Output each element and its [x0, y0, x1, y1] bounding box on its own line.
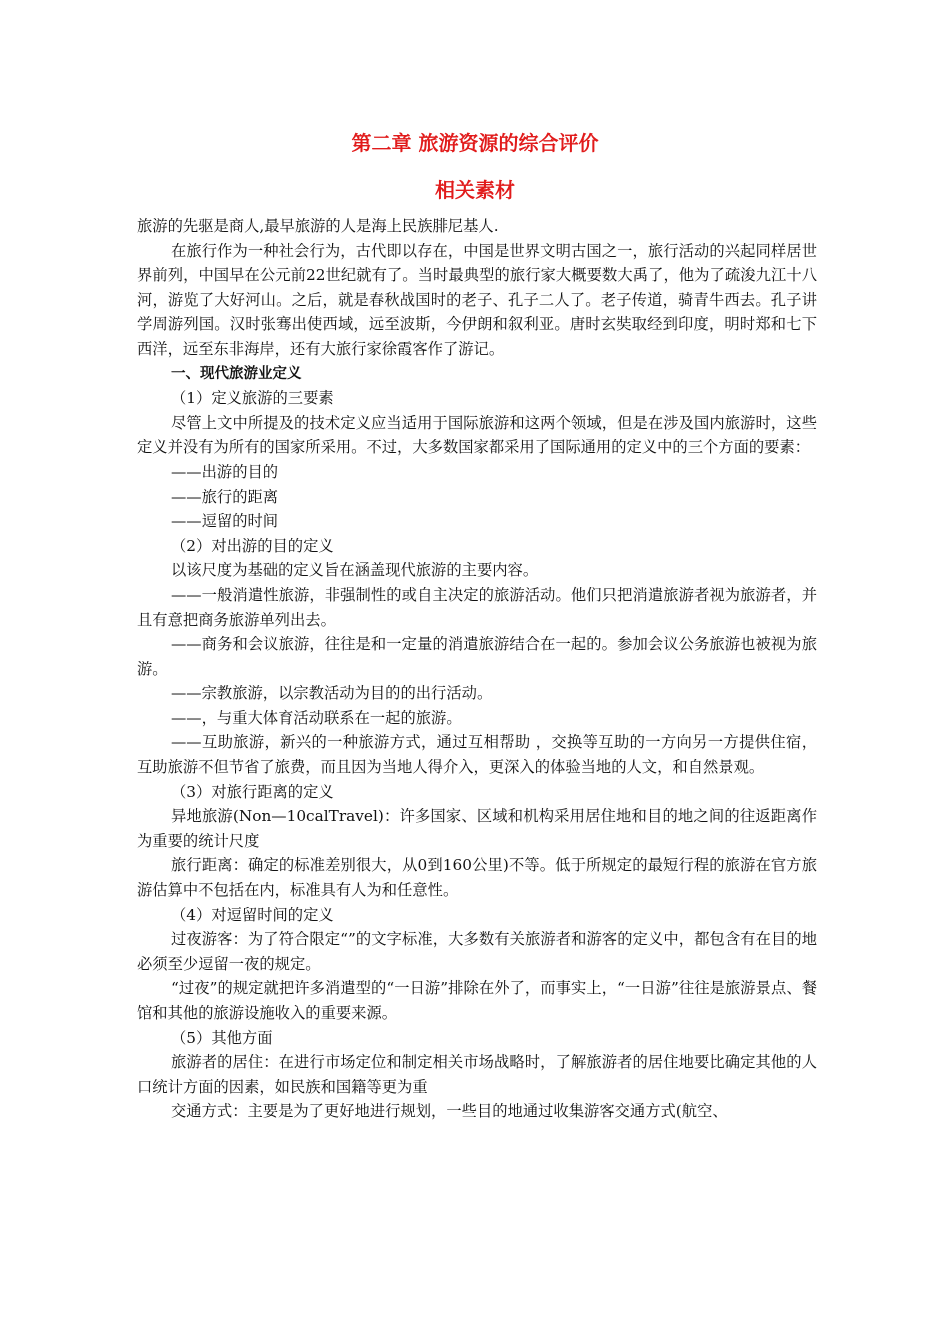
- paragraph: 交通方式：主要是为了更好地进行规划，一些目的地通过收集游客交通方式(航空、: [171, 1102, 728, 1121]
- paragraph: 过夜游客：为了符合限定“”的文字标准，大多数有关旅游者和游客的定义中，都包含有在目的地必须至少逗留一夜的规定。: [137, 930, 817, 973]
- page-title: 第二章 旅游资源的综合评价: [351, 131, 599, 155]
- paragraph: （3）对旅行距离的定义: [171, 782, 334, 801]
- document-body: [137, 214, 817, 1124]
- paragraph: 异地旅游(Non—10calTravel)：许多国家、区域和机构采用居住地和目的地之间的往返距离作为重要的统计尺度: [137, 807, 817, 850]
- paragraph: ——逗留的时间: [171, 512, 279, 531]
- paragraph: ——商务和会议旅游，往往是和一定量的消遣旅游结合在一起的。参加会议公务旅游也被视为旅游。: [137, 635, 817, 678]
- paragraph: 旅游者的居住：在进行市场定位和制定相关市场战略时，了解旅游者的居住地要比确定其他的人口统计方面的因素，如民族和国籍等更为重: [137, 1053, 817, 1096]
- paragraph: ——，与重大体育活动联系在一起的旅游。: [171, 708, 462, 727]
- section-heading: 一、现代旅游业定义: [171, 365, 302, 382]
- paragraph: 在旅行作为一种社会行为，古代即以存在，中国是世界文明古国之一，旅行活动的兴起同样居世界前列，中国早在公元前22世纪就有了。当时最典型的旅行家大概要数大禹了，他为了疏浚九江十八河，游览了大好河山。之后，就是春秋战国时的老子、孔子二人了。老子传道，骑青牛西去。孔子讲学周游列国。汉时张骞出使西域，远至波斯，今伊朗和叙利亚。唐时玄奘取经到印度，明时郑和七下西洋，远至东非海岸，还有大旅行家徐霞客作了游记。: [137, 241, 817, 358]
- paragraph: “过夜”的规定就把许多消遣型的“一日游”排除在外了，而事实上，“一日游”往往是旅游景点、餐馆和其他的旅游设施收入的重要来源。: [137, 979, 817, 1022]
- paragraph: （2）对出游的目的定义: [171, 536, 334, 555]
- paragraph: 尽管上文中所提及的技术定义应当适用于国际旅游和这两个领域，但是在涉及国内旅游时，这些定义并没有为所有的国家所采用。不过，大多数国家都采用了国际通用的定义中的三个方面的要素：: [137, 413, 817, 457]
- paragraph: ——互助旅游，新兴的一种旅游方式，通过互相帮助 ，交换等互助的一方向另一方提供住宿，互助旅游不但节省了旅费，而且因为当地人得介入，更深入的体验当地的人文，和自然景观。: [137, 733, 817, 777]
- page-subtitle: 相关素材: [435, 178, 515, 202]
- paragraph: 旅行距离：确定的标准差别很大，从0到160公里)不等。低于所规定的最短行程的旅游在官方旅游估算中不包括在内，标准具有人为和任意性。: [137, 856, 817, 900]
- paragraph: 旅游的先驱是商人,最早旅游的人是海上民族腓尼基人.: [137, 217, 499, 235]
- paragraph: ——宗教旅游，以宗教活动为目的的出行活动。: [171, 684, 493, 703]
- paragraph: ——出游的目的: [171, 462, 279, 481]
- paragraph: （5）其他方面: [171, 1028, 273, 1047]
- paragraph: （1）定义旅游的三要素: [171, 389, 334, 408]
- paragraph: 以该尺度为基础的定义旨在涵盖现代旅游的主要内容。: [171, 561, 539, 580]
- paragraph: ——一般消遣性旅游，非强制性的或自主决定的旅游活动。他们只把消遣旅游者视为旅游者，并且有意把商务旅游单列出去。: [137, 585, 817, 629]
- paragraph: ——旅行的距离: [171, 487, 279, 506]
- paragraph: （4）对逗留时间的定义: [171, 905, 334, 924]
